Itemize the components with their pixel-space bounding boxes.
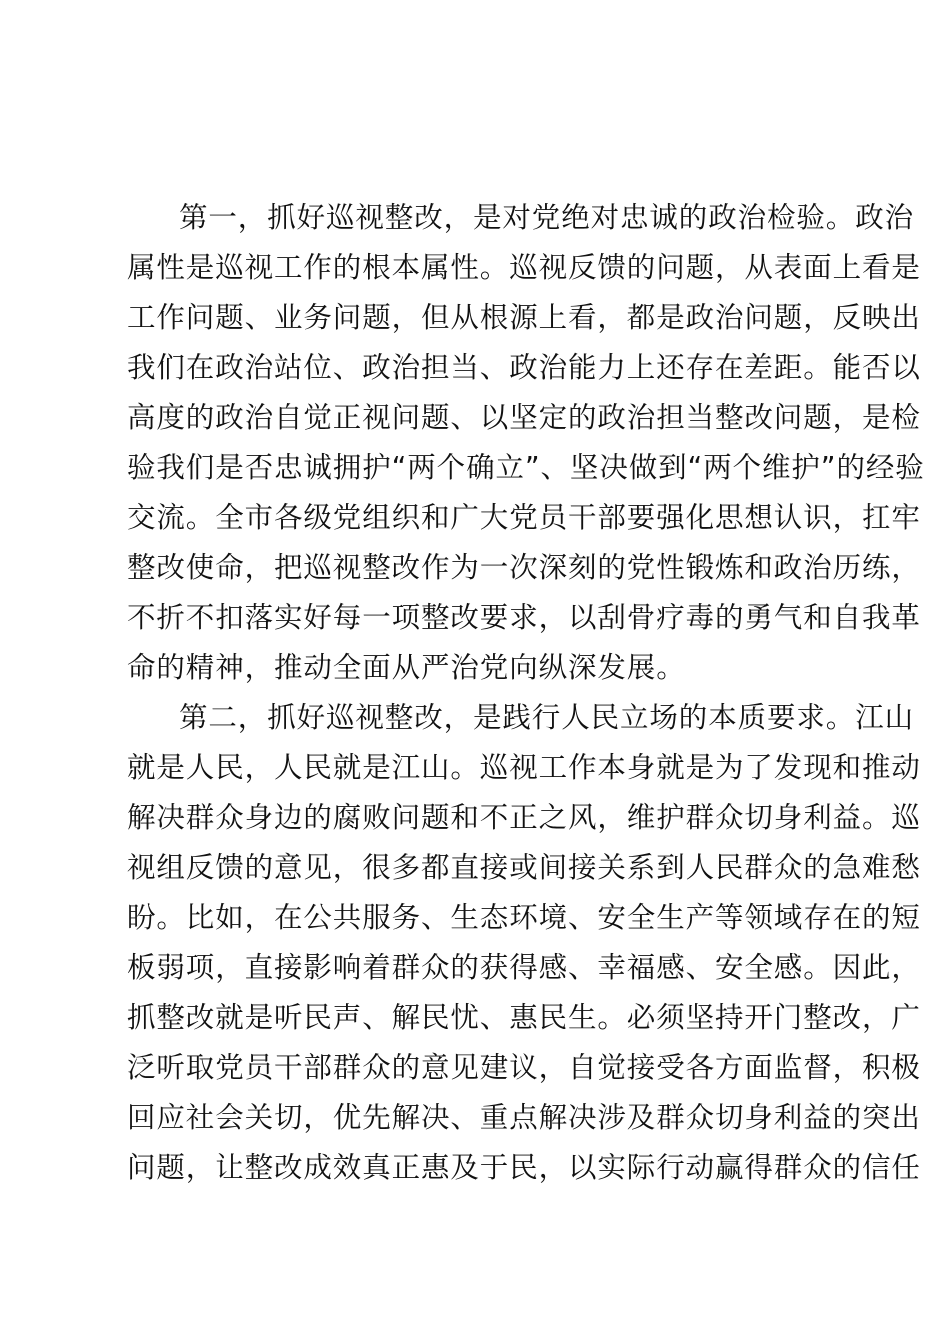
paragraph-second [127,693,921,1193]
paragraph-line: 第二，抓好巡视整改，是践行人民立场的本质要求。江山 [179,701,915,734]
paragraph-line: 不折不扣落实好每一项整改要求，以刮骨疗毒的勇气和自我革 [127,601,921,634]
paragraph-line: 我们在政治站位、政治担当、政治能力上还存在差距。能否以 [127,351,921,384]
paragraph-line: 属性是巡视工作的根本属性。巡视反馈的问题，从表面上看是 [127,251,921,284]
document-body [127,193,925,1193]
paragraph-line: 回应社会关切，优先解决、重点解决涉及群众切身利益的突出 [127,1101,921,1134]
paragraph-line: 泛听取党员干部群众的意见建议，自觉接受各方面监督，积极 [127,1051,921,1084]
paragraph-line: 就是人民，人民就是江山。巡视工作本身就是为了发现和推动 [127,751,921,784]
paragraph-line: 验我们是否忠诚拥护“两个确立”、坚决做到“两个维护”的经验 [127,451,925,484]
paragraph-line: 整改使命，把巡视整改作为一次深刻的党性锻炼和政治历练， [127,551,921,584]
paragraph-line: 视组反馈的意见，很多都直接或间接关系到人民群众的急难愁 [127,851,921,884]
paragraph-line: 高度的政治自觉正视问题、以坚定的政治担当整改问题，是检 [127,401,921,434]
paragraph-line: 问题，让整改成效真正惠及于民，以实际行动赢得群众的信任 [127,1151,921,1184]
paragraph-line: 抓整改就是听民声、解民忧、惠民生。必须坚持开门整改，广 [127,1001,921,1034]
paragraph-first [127,193,925,693]
paragraph-line: 工作问题、业务问题，但从根源上看，都是政治问题，反映出 [127,301,921,334]
paragraph-line: 第一，抓好巡视整改，是对党绝对忠诚的政治检验。政治 [179,201,915,234]
paragraph-line: 命的精神，推动全面从严治党向纵深发展。 [127,651,686,684]
paragraph-line: 板弱项，直接影响着群众的获得感、幸福感、安全感。因此， [127,951,921,984]
paragraph-line: 盼。比如，在公共服务、生态环境、安全生产等领域存在的短 [127,901,921,934]
paragraph-line: 交流。全市各级党组织和广大党员干部要强化思想认识，扛牢 [127,501,921,534]
paragraph-line: 解决群众身边的腐败问题和不正之风，维护群众切身利益。巡 [127,801,921,834]
